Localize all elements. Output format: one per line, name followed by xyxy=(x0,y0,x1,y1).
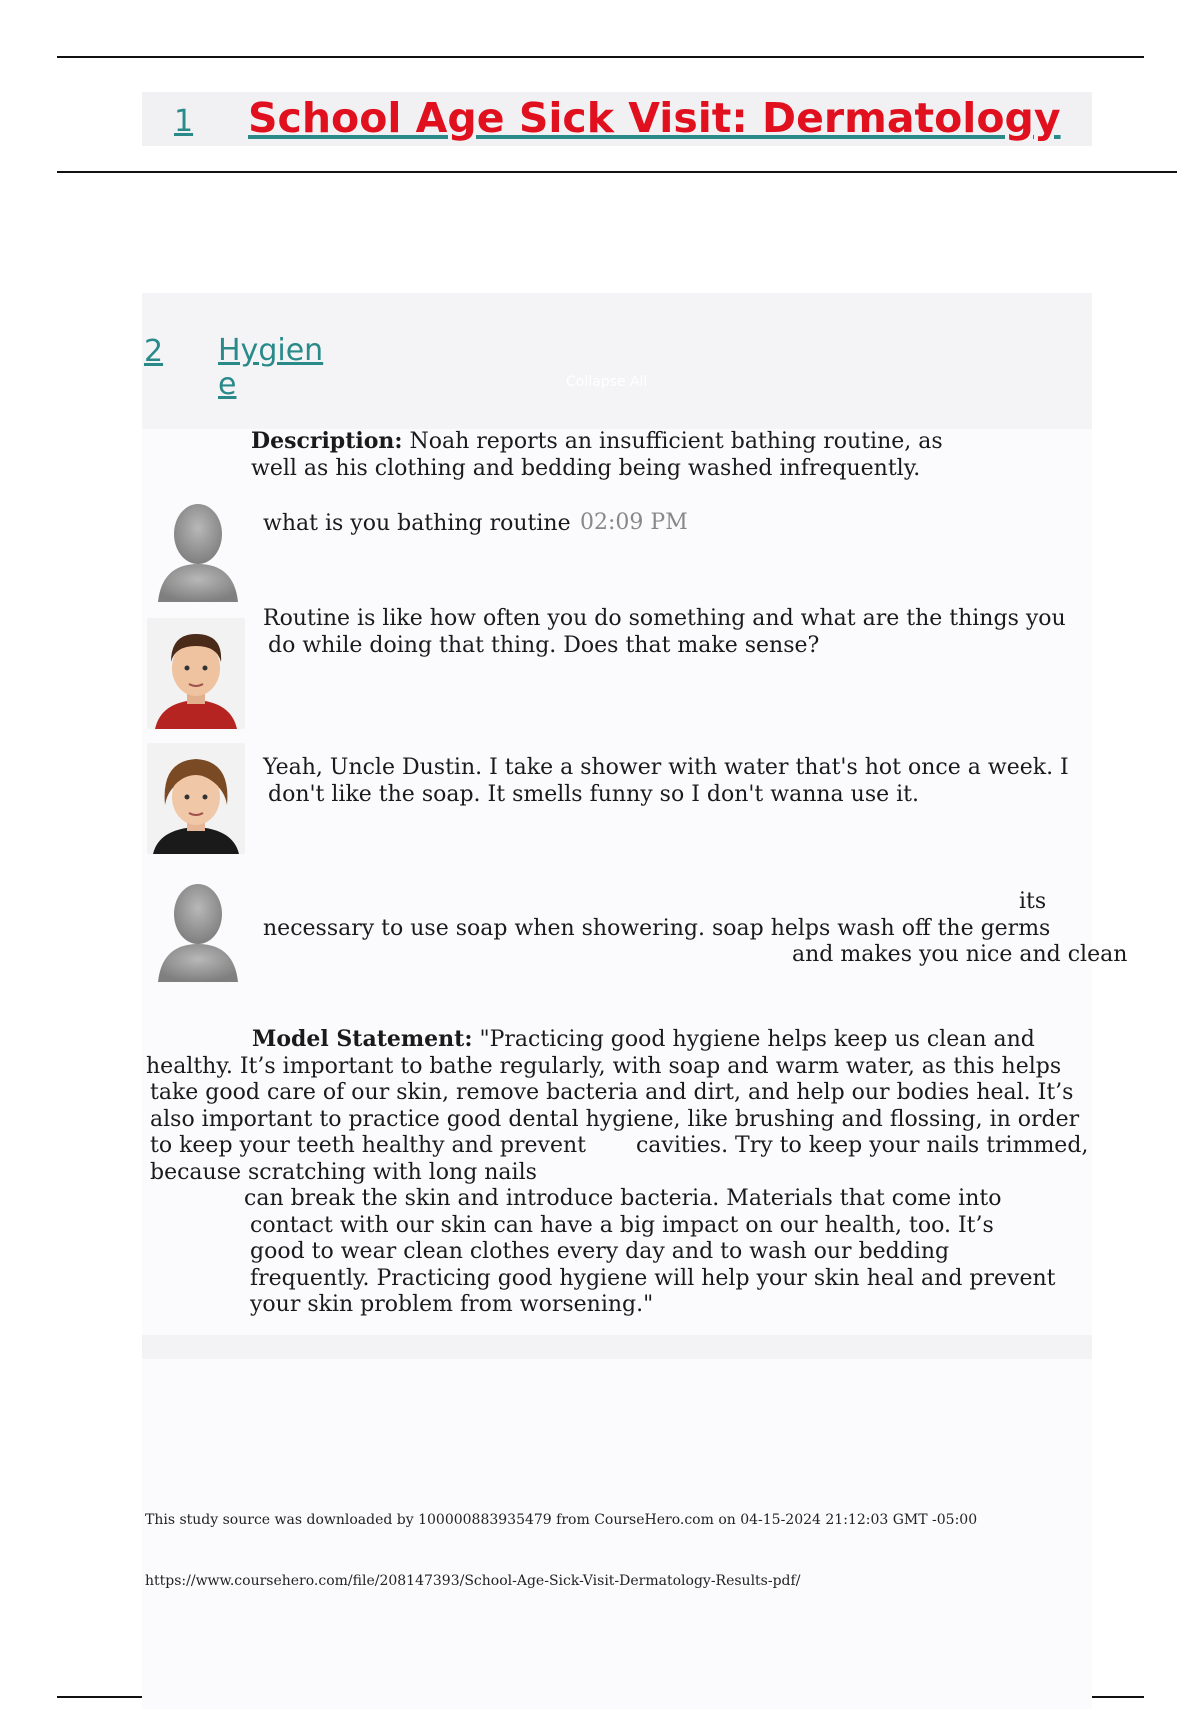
collapse-all-label: Collapse All xyxy=(566,374,648,390)
patient-portrait-icon xyxy=(147,743,245,854)
top-rule xyxy=(57,56,1144,58)
patient-avatar xyxy=(147,743,245,854)
student-avatar-2 xyxy=(152,874,242,982)
model-line-1: "Practicing good hygiene helps keep us clean and xyxy=(479,1027,1035,1052)
source-url-link[interactable]: https://www.coursehero.com/file/208147393/School-Age-Sick-Visit-Dermatology-Results-pdf/ xyxy=(145,1573,801,1589)
title-underline-rule xyxy=(57,171,1177,173)
message-2-text xyxy=(263,605,1066,659)
model-line-10: frequently. Practicing good hygiene will help your skin heal and prevent xyxy=(250,1265,1056,1291)
message-3-text xyxy=(263,754,1069,808)
model-line-2: healthy. It’s important to bathe regularly, with soap and warm water, as this helps xyxy=(146,1053,1062,1079)
uncle-portrait-icon xyxy=(147,618,245,729)
message-3-line-1: Yeah, Uncle Dustin. I take a shower with water that's hot once a week. I xyxy=(263,755,1069,780)
model-line-9: good to wear clean clothes every day and to wash our bedding xyxy=(250,1239,950,1264)
message-2-line-2: do while doing that thing. Does that make sense? xyxy=(268,633,820,658)
message-1-text: what is you bathing routine xyxy=(263,511,571,536)
model-line-4: also important to practice good dental hygiene, like brushing and flossing, in order xyxy=(150,1106,1080,1132)
model-statement-label: Model Statement: xyxy=(252,1026,473,1052)
person-silhouette-icon xyxy=(152,494,242,602)
message-4-part-1: its xyxy=(1019,889,1047,914)
model-line-5a: to keep your teeth healthy and prevent xyxy=(150,1133,586,1158)
model-line-3: take good care of our skin, remove bacteria and dirt, and help our bodies heal. It’s xyxy=(150,1080,1074,1105)
message-1-timestamp: 02:09 PM xyxy=(580,510,688,535)
person-silhouette-icon xyxy=(152,874,242,982)
model-statement xyxy=(146,1026,1089,1319)
uncle-avatar xyxy=(147,618,245,729)
title-number-link[interactable]: 1 xyxy=(174,104,194,139)
description xyxy=(251,428,991,482)
message-4-part-3: and makes you nice and clean xyxy=(792,942,1128,967)
model-line-7: can break the skin and introduce bacteria. Materials that come into xyxy=(244,1186,1002,1211)
message-4-part-2: necessary to use soap when showering. soap helps wash off the germs xyxy=(263,916,1051,941)
model-line-11: your skin problem from worsening." xyxy=(250,1292,654,1317)
section-divider-band xyxy=(142,1335,1092,1359)
student-avatar xyxy=(152,494,242,602)
description-text: Noah reports an insufficient bathing routine, as well as his clothing and bedding being washed infrequently. xyxy=(251,429,943,481)
model-line-6: because scratching with long nails xyxy=(150,1159,537,1185)
message-2-line-1: Routine is like how often you do something and what are the things you xyxy=(263,606,1066,631)
description-label: Description: xyxy=(251,428,403,454)
section-title-link[interactable]: Hygiene xyxy=(218,333,324,402)
model-line-5b: cavities. Try to keep your nails trimmed, xyxy=(635,1133,1089,1158)
message-3-line-2: don't like the soap. It smells funny so I don't wanna use it. xyxy=(268,782,919,807)
download-notice: This study source was downloaded by 100000883935479 from CourseHero.com on 04-15-2024 21:12:03 GMT -05:00 xyxy=(145,1512,978,1528)
page-title[interactable]: School Age Sick Visit: Dermatology xyxy=(248,94,1061,142)
model-line-8: contact with our skin can have a big impact on our health, too. It’s xyxy=(250,1212,994,1238)
section-number-link[interactable]: 2 xyxy=(144,334,164,369)
